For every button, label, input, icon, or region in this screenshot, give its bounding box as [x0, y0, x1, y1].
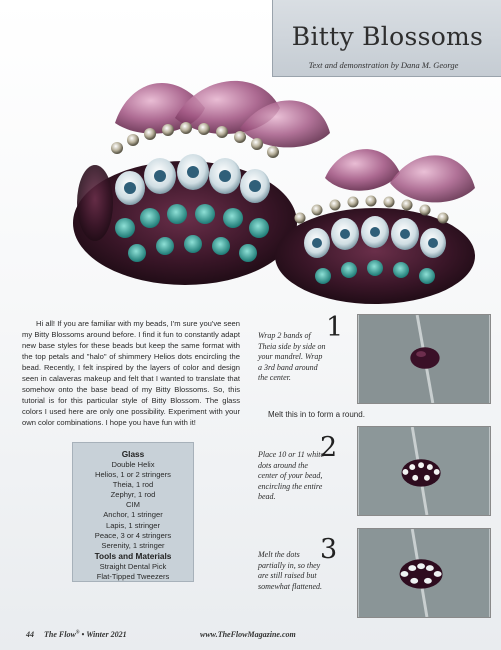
tools-item: Flat-Tipped Tweezers — [96, 571, 170, 581]
step-2-photo — [357, 426, 491, 516]
hero-bead-photo — [55, 48, 495, 308]
tools-heading: Tools and Materials — [94, 550, 172, 561]
step-1-number: 1 — [326, 312, 344, 343]
step-3-text: Melt the dots partially in, so they are still raised but somewhat flattened. — [258, 550, 322, 591]
footer-website: www.TheFlowMagazine.com — [200, 630, 296, 639]
step-1-text: Wrap 2 bands of Theia side by side on your mandrel. Wrap a 3rd band around the center. — [258, 331, 326, 382]
glass-item: Zephyr, 1 rod — [110, 490, 156, 500]
tools-item: Straight Dental Pick — [99, 561, 167, 571]
magazine-name: The Flow — [44, 630, 76, 639]
issue-date: • Winter 2021 — [81, 630, 127, 639]
intro-paragraph: Hi all! If you are familiar with my beads, I'm sure you've seen my Bitty Blossoms around before. I find it fun to constantly adapt new base styles for these beads but keep the same format with the top petals and "halo" of shimmery Helios dots encircling the bead. Recently, I felt inspired by the layers of color and design seen in calaveras makeup and felt that I wanted to translate that somehow onto the base bead of my Bitty Blossoms. So, this tutorial is for this particular style of Bitty Blossom. The glass colors I used here are only one possibility. Experiment with your own color combinations. I hope you have fun with it! — [22, 319, 240, 427]
page-number: 44 — [26, 630, 34, 639]
step-3-number: 3 — [320, 534, 338, 565]
byline: Text and demonstration by Dana M. George — [308, 60, 459, 70]
step-2-text: Place 10 or 11 white dots around the center of your bead, encircling the entire bead. — [258, 450, 325, 501]
bead-right — [275, 149, 475, 304]
glass-heading: Glass — [121, 449, 145, 459]
glass-item: Theia, 1 rod — [112, 480, 154, 490]
materials-box — [72, 442, 194, 582]
glass-item: Helios, 1 or 2 stringers — [95, 470, 171, 480]
glass-item: Peace, 3 or 4 stringers — [94, 530, 172, 540]
glass-item: CIM — [126, 500, 140, 510]
glass-item: Lapis, 1 stringer — [105, 520, 161, 530]
between-steps-text: Melt this in to form a round. — [268, 410, 365, 419]
step-2-number: 2 — [320, 432, 338, 463]
glass-item: Double Helix — [111, 460, 155, 469]
glass-item: Serenity, 1 stringer — [101, 540, 165, 550]
title-box — [272, 0, 501, 77]
step-3-photo — [357, 528, 491, 618]
glass-item: Anchor, 1 stringer — [103, 510, 163, 520]
footer-issue — [26, 630, 127, 639]
trademark-symbol: ® — [75, 630, 80, 636]
page-title: Bitty Blossoms — [291, 22, 484, 51]
step-1-photo — [357, 314, 491, 404]
